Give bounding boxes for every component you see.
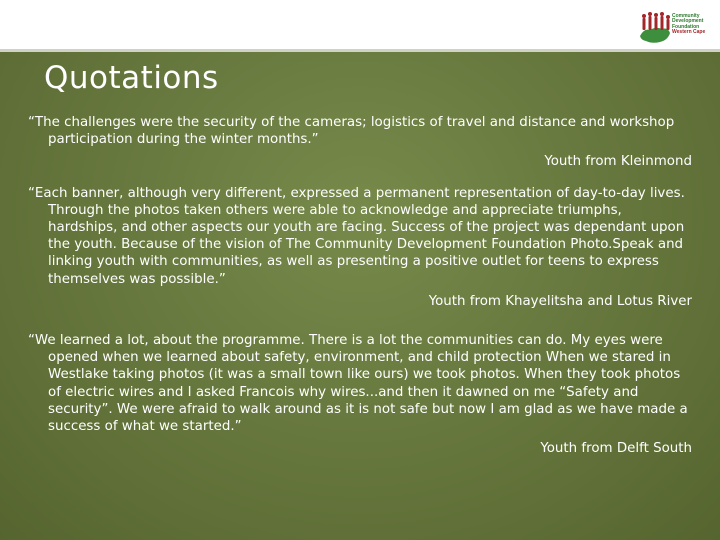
quote-attribution: Youth from Khayelitsha and Lotus River xyxy=(428,293,692,309)
quote-text: “We learned a lot, about the programme. There is a lot the communities can do. My eyes were opened when we learned about safety, environment, and child protection When we stared in Westlake taking photos (it was a small town like ours) we took photos. When they took photos of electric wires and I asked Francois why wires...and then it dawned on me “Safety and security”. We were afraid to walk around as it is not safe but now I am glad as we have made a success of what we started.” xyxy=(28,333,688,435)
spacer xyxy=(28,171,692,185)
quote-attribution: Youth from Kleinmond xyxy=(544,154,692,170)
logo-line: Development xyxy=(672,18,704,25)
spacer xyxy=(28,310,692,332)
slide-title: Quotations xyxy=(44,60,219,96)
logo-line: Community xyxy=(672,13,700,19)
quote-text: “The challenges were the security of the cameras; logistics of travel and distance and workshop participation during the winter months.” xyxy=(28,115,675,148)
logo-line: Foundation xyxy=(672,23,700,30)
quote-text: “Each banner, although very different, expressed a permanent representation of day-to-day lives. Through the photos taken others were able to acknowledge and appreciate triumphs, hardships, and other aspects our youth are facing. Success of the project was dependant upon the youth. Because of the vision of The Community Development Foundation Photo.Speak and linking youth with communities, as well as presenting a positive outlet for teens to express themselves was possible.” xyxy=(28,185,685,287)
logo-text xyxy=(672,14,705,36)
quote-attribution: Youth from Delft South xyxy=(540,441,692,457)
organization-logo xyxy=(638,6,710,48)
header-bar xyxy=(0,0,720,52)
quotes-list xyxy=(28,114,692,457)
logo-line: Western Cape xyxy=(672,29,706,36)
